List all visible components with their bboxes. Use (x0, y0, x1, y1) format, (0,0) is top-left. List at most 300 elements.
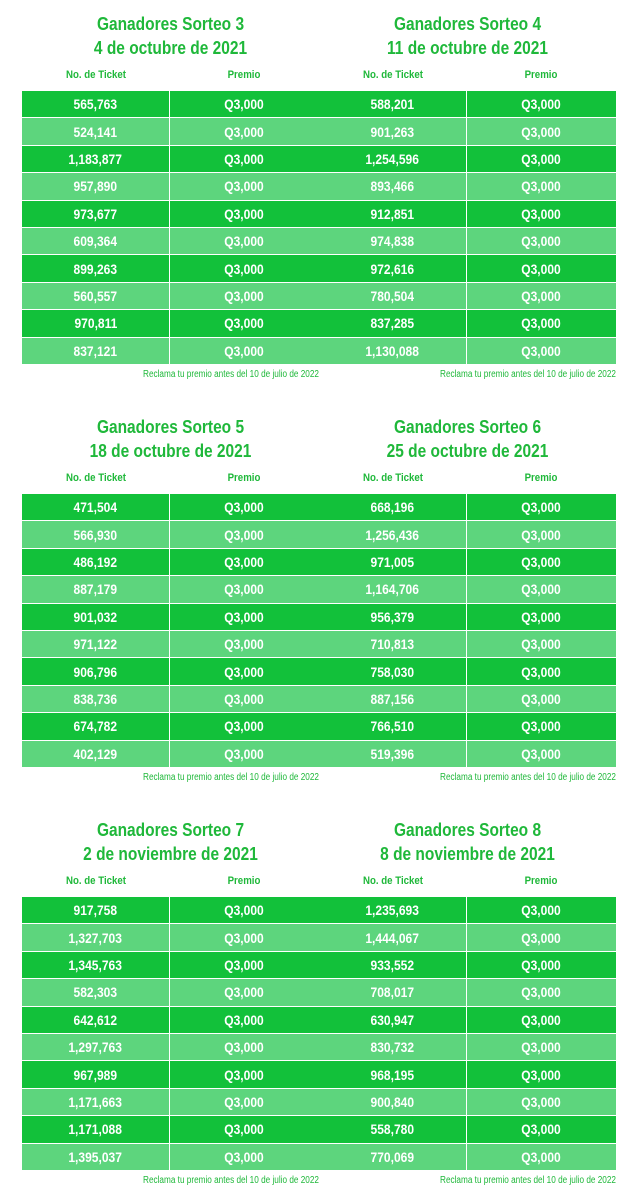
ticket-cell (22, 686, 170, 712)
table-row (319, 310, 616, 337)
table-header (22, 469, 319, 487)
ticket-column-header: No. de Ticket (362, 69, 424, 81)
winners-table (319, 897, 616, 1171)
table-row (319, 201, 616, 228)
prize-column-header: Premio (524, 69, 558, 81)
ticket-number: 1,130,088 (365, 342, 420, 359)
ticket-cell (22, 1034, 170, 1060)
prize-amount: Q3,000 (223, 929, 264, 946)
table-row (319, 631, 616, 658)
ticket-number: 566,930 (73, 526, 118, 543)
prize-amount: Q3,000 (520, 690, 561, 707)
ticket-cell (319, 686, 467, 712)
table-row (22, 979, 319, 1006)
ticket-cell (22, 897, 170, 923)
ticket-number: 1,183,877 (68, 150, 123, 167)
prize-amount: Q3,000 (520, 718, 561, 735)
prize-amount: Q3,000 (223, 499, 264, 516)
prize-cell (170, 658, 317, 684)
prize-cell (467, 201, 614, 227)
ticket-number: 901,263 (370, 123, 415, 140)
ticket-cell (22, 952, 170, 978)
table-row (319, 1144, 616, 1171)
prize-cell (170, 173, 317, 199)
prize-amount: Q3,000 (223, 1121, 264, 1138)
table-row (22, 1089, 319, 1116)
prize-amount: Q3,000 (223, 608, 264, 625)
ticket-cell (22, 604, 170, 630)
prize-cell (467, 118, 614, 144)
table-row (22, 713, 319, 740)
prize-amount: Q3,000 (520, 1121, 561, 1138)
sorteo-block (319, 0, 616, 380)
prize-amount: Q3,000 (520, 1093, 561, 1110)
prize-cell (467, 1061, 614, 1087)
prize-cell (467, 228, 614, 254)
table-row (319, 713, 616, 740)
ticket-cell (319, 741, 467, 767)
ticket-cell (319, 1034, 467, 1060)
ticket-cell (22, 91, 170, 117)
prize-column-header: Premio (227, 472, 261, 484)
prize-amount: Q3,000 (223, 956, 264, 973)
table-row (22, 549, 319, 576)
prize-cell (467, 283, 614, 309)
prize-amount: Q3,000 (223, 96, 264, 113)
ticket-cell (22, 924, 170, 950)
table-row (22, 91, 319, 118)
table-row (319, 924, 616, 951)
prize-cell (467, 91, 614, 117)
ticket-number: 780,504 (370, 287, 415, 304)
prize-amount: Q3,000 (223, 663, 264, 680)
ticket-number: 630,947 (370, 1011, 415, 1028)
ticket-number: 957,890 (73, 178, 118, 195)
ticket-number: 837,121 (73, 342, 118, 359)
prize-amount: Q3,000 (520, 96, 561, 113)
table-row (22, 576, 319, 603)
ticket-number: 758,030 (370, 663, 415, 680)
prize-cell (467, 631, 614, 657)
prize-cell (170, 604, 317, 630)
table-row (22, 310, 319, 337)
ticket-column-header: No. de Ticket (65, 472, 127, 484)
prize-cell (170, 283, 317, 309)
ticket-number: 708,017 (370, 984, 415, 1001)
ticket-cell (22, 1089, 170, 1115)
ticket-cell (319, 924, 467, 950)
prize-cell (467, 979, 614, 1005)
prize-amount: Q3,000 (520, 608, 561, 625)
ticket-cell (319, 255, 467, 281)
prize-cell (467, 310, 614, 336)
claim-note: Reclama tu premio antes del 10 de julio de 2022 (143, 771, 319, 783)
ticket-cell (22, 173, 170, 199)
sorteo-name: Ganadores Sorteo 5 (96, 417, 245, 437)
ticket-cell (22, 118, 170, 144)
prize-cell (170, 1061, 317, 1087)
ticket-number: 524,141 (73, 123, 118, 140)
prize-cell (170, 1116, 317, 1142)
ticket-number: 1,171,663 (68, 1093, 123, 1110)
ticket-number: 971,122 (73, 636, 118, 653)
table-row (319, 979, 616, 1006)
prize-amount: Q3,000 (223, 287, 264, 304)
sorteo-block (22, 403, 319, 783)
winners-table (22, 897, 319, 1171)
prize-amount: Q3,000 (520, 342, 561, 359)
ticket-cell (22, 576, 170, 602)
ticket-number: 906,796 (73, 663, 118, 680)
ticket-cell (22, 1144, 170, 1170)
ticket-cell (22, 283, 170, 309)
table-row (22, 255, 319, 282)
table-header (319, 469, 616, 487)
table-row (319, 952, 616, 979)
table-row (22, 118, 319, 145)
sorteo-name: Ganadores Sorteo 6 (393, 417, 542, 437)
ticket-number: 887,156 (370, 690, 415, 707)
ticket-cell (319, 494, 467, 520)
table-row (22, 631, 319, 658)
sorteo-date: 8 de noviembre de 2021 (380, 844, 555, 864)
prize-amount: Q3,000 (223, 233, 264, 250)
prize-amount: Q3,000 (520, 178, 561, 195)
table-row (22, 494, 319, 521)
prize-amount: Q3,000 (223, 205, 264, 222)
ticket-number: 968,195 (370, 1066, 415, 1083)
ticket-column-header: No. de Ticket (362, 875, 424, 887)
ticket-cell (22, 338, 170, 364)
claim-note: Reclama tu premio antes del 10 de julio de 2022 (440, 1174, 616, 1186)
prize-cell (170, 1007, 317, 1033)
prize-amount: Q3,000 (223, 690, 264, 707)
ticket-cell (319, 201, 467, 227)
ticket-number: 967,989 (73, 1066, 118, 1083)
table-row (319, 118, 616, 145)
table-row (319, 741, 616, 768)
prize-cell (170, 897, 317, 923)
ticket-number: 933,552 (370, 956, 415, 973)
ticket-cell (319, 1116, 467, 1142)
prize-cell (467, 576, 614, 602)
ticket-number: 609,364 (73, 233, 118, 250)
prize-amount: Q3,000 (223, 315, 264, 332)
prize-cell (170, 338, 317, 364)
ticket-number: 519,396 (370, 745, 415, 762)
prize-cell (467, 604, 614, 630)
ticket-cell (22, 1116, 170, 1142)
table-row (22, 924, 319, 951)
prize-amount: Q3,000 (520, 499, 561, 516)
table-row (319, 173, 616, 200)
ticket-cell (319, 1144, 467, 1170)
sorteo-title (43, 806, 298, 868)
claim-note: Reclama tu premio antes del 10 de julio de 2022 (143, 368, 319, 380)
ticket-cell (22, 1061, 170, 1087)
prize-amount: Q3,000 (223, 636, 264, 653)
table-row (319, 604, 616, 631)
prize-cell (467, 952, 614, 978)
winners-grid (22, 0, 616, 1200)
sorteo-name: Ganadores Sorteo 8 (393, 820, 542, 840)
table-row (319, 549, 616, 576)
table-row (319, 1007, 616, 1034)
ticket-number: 1,164,706 (365, 581, 420, 598)
ticket-cell (22, 1007, 170, 1033)
prize-amount: Q3,000 (223, 260, 264, 277)
ticket-cell (319, 1007, 467, 1033)
sorteo-title (43, 0, 298, 62)
ticket-number: 471,504 (73, 499, 118, 516)
ticket-number: 1,395,037 (68, 1148, 123, 1165)
ticket-number: 838,736 (73, 690, 118, 707)
prize-amount: Q3,000 (223, 178, 264, 195)
prize-amount: Q3,000 (223, 581, 264, 598)
ticket-cell (319, 283, 467, 309)
ticket-cell (319, 91, 467, 117)
ticket-number: 668,196 (370, 499, 415, 516)
ticket-number: 830,732 (370, 1039, 415, 1056)
table-row (319, 686, 616, 713)
ticket-cell (22, 549, 170, 575)
table-row (22, 658, 319, 685)
table-row (22, 686, 319, 713)
prize-cell (467, 146, 614, 172)
sorteo-block (319, 806, 616, 1186)
claim-note: Reclama tu premio antes del 10 de julio de 2022 (440, 368, 616, 380)
prize-amount: Q3,000 (520, 636, 561, 653)
ticket-cell (319, 897, 467, 923)
prize-cell (170, 310, 317, 336)
claim-note: Reclama tu premio antes del 10 de julio de 2022 (143, 1174, 319, 1186)
ticket-number: 402,129 (73, 745, 118, 762)
table-row (319, 1034, 616, 1061)
prize-amount: Q3,000 (520, 553, 561, 570)
ticket-number: 674,782 (73, 718, 118, 735)
table-row (319, 658, 616, 685)
sorteo-block (22, 0, 319, 380)
prize-cell (467, 741, 614, 767)
table-row (319, 338, 616, 365)
table-row (22, 173, 319, 200)
ticket-number: 901,032 (73, 608, 118, 625)
ticket-number: 900,840 (370, 1093, 415, 1110)
ticket-number: 1,171,088 (68, 1121, 123, 1138)
ticket-number: 1,297,763 (68, 1039, 123, 1056)
table-row (22, 604, 319, 631)
ticket-number: 1,327,703 (68, 929, 123, 946)
prize-cell (170, 576, 317, 602)
prize-cell (170, 255, 317, 281)
sorteo-date: 18 de octubre de 2021 (89, 441, 252, 461)
prize-cell (467, 1116, 614, 1142)
ticket-number: 1,444,067 (365, 929, 420, 946)
prize-amount: Q3,000 (520, 123, 561, 140)
prize-amount: Q3,000 (520, 984, 561, 1001)
prize-amount: Q3,000 (223, 745, 264, 762)
table-row (319, 1061, 616, 1088)
table-row (319, 91, 616, 118)
table-header (22, 66, 319, 84)
prize-column-header: Premio (227, 69, 261, 81)
prize-amount: Q3,000 (223, 1039, 264, 1056)
winners-table (319, 91, 616, 365)
ticket-cell (319, 1089, 467, 1115)
ticket-cell (22, 979, 170, 1005)
prize-amount: Q3,000 (223, 984, 264, 1001)
prize-cell (467, 658, 614, 684)
ticket-number: 558,780 (370, 1121, 415, 1138)
prize-column-header: Premio (524, 472, 558, 484)
ticket-cell (319, 338, 467, 364)
sorteo-title (340, 403, 595, 465)
ticket-cell (22, 713, 170, 739)
prize-cell (467, 549, 614, 575)
prize-cell (170, 631, 317, 657)
ticket-cell (22, 228, 170, 254)
prize-cell (467, 173, 614, 199)
prize-cell (467, 713, 614, 739)
ticket-number: 899,263 (73, 260, 118, 277)
ticket-cell (22, 201, 170, 227)
prize-cell (170, 146, 317, 172)
table-row (22, 201, 319, 228)
ticket-cell (22, 741, 170, 767)
prize-cell (170, 494, 317, 520)
table-row (319, 521, 616, 548)
ticket-number: 972,616 (370, 260, 415, 277)
ticket-cell (319, 658, 467, 684)
ticket-number: 565,763 (73, 96, 118, 113)
prize-cell (170, 228, 317, 254)
ticket-number: 770,069 (370, 1148, 415, 1165)
ticket-cell (22, 255, 170, 281)
ticket-number: 974,838 (370, 233, 415, 250)
ticket-number: 486,192 (73, 553, 118, 570)
table-row (319, 228, 616, 255)
ticket-column-header: No. de Ticket (362, 472, 424, 484)
sorteo-name: Ganadores Sorteo 7 (96, 820, 245, 840)
prize-cell (170, 1144, 317, 1170)
prize-cell (170, 924, 317, 950)
table-row (319, 255, 616, 282)
prize-amount: Q3,000 (223, 123, 264, 140)
prize-column-header: Premio (524, 875, 558, 887)
table-row (22, 1061, 319, 1088)
table-row (22, 952, 319, 979)
prize-cell (170, 713, 317, 739)
table-row (22, 228, 319, 255)
table-row (22, 1116, 319, 1143)
prize-cell (467, 1144, 614, 1170)
winners-table (22, 494, 319, 768)
prize-amount: Q3,000 (520, 287, 561, 304)
ticket-cell (319, 979, 467, 1005)
prize-amount: Q3,000 (223, 902, 264, 919)
sorteo-date: 4 de octubre de 2021 (93, 38, 248, 58)
prize-amount: Q3,000 (520, 902, 561, 919)
prize-amount: Q3,000 (520, 956, 561, 973)
prize-cell (170, 952, 317, 978)
table-row (22, 897, 319, 924)
table-row (22, 283, 319, 310)
prize-column-header: Premio (227, 875, 261, 887)
table-row (22, 146, 319, 173)
prize-cell (170, 549, 317, 575)
ticket-number: 887,179 (73, 581, 118, 598)
ticket-cell (319, 631, 467, 657)
ticket-number: 642,612 (73, 1011, 118, 1028)
sorteo-title (340, 0, 595, 62)
table-row (319, 283, 616, 310)
ticket-number: 560,557 (73, 287, 118, 304)
ticket-number: 588,201 (370, 96, 415, 113)
ticket-number: 893,466 (370, 178, 415, 195)
prize-amount: Q3,000 (520, 150, 561, 167)
ticket-cell (319, 952, 467, 978)
winners-table (319, 494, 616, 768)
sorteo-block (22, 806, 319, 1186)
prize-cell (467, 1034, 614, 1060)
ticket-cell (319, 146, 467, 172)
table-row (319, 146, 616, 173)
ticket-number: 582,303 (73, 984, 118, 1001)
prize-amount: Q3,000 (520, 205, 561, 222)
prize-amount: Q3,000 (223, 150, 264, 167)
table-header (319, 66, 616, 84)
ticket-number: 912,851 (370, 205, 415, 222)
prize-cell (170, 979, 317, 1005)
prize-cell (170, 686, 317, 712)
table-header (22, 872, 319, 890)
ticket-number: 1,345,763 (68, 956, 123, 973)
ticket-column-header: No. de Ticket (65, 875, 127, 887)
claim-note: Reclama tu premio antes del 10 de julio de 2022 (440, 771, 616, 783)
prize-amount: Q3,000 (520, 233, 561, 250)
prize-amount: Q3,000 (223, 1093, 264, 1110)
prize-amount: Q3,000 (520, 1039, 561, 1056)
ticket-cell (22, 494, 170, 520)
prize-cell (467, 255, 614, 281)
table-row (22, 338, 319, 365)
table-row (22, 521, 319, 548)
prize-amount: Q3,000 (223, 718, 264, 735)
prize-cell (170, 521, 317, 547)
prize-amount: Q3,000 (223, 526, 264, 543)
ticket-cell (22, 658, 170, 684)
ticket-cell (319, 576, 467, 602)
prize-amount: Q3,000 (520, 315, 561, 332)
prize-cell (170, 741, 317, 767)
ticket-cell (319, 228, 467, 254)
ticket-cell (22, 631, 170, 657)
prize-amount: Q3,000 (520, 581, 561, 598)
prize-cell (467, 521, 614, 547)
sorteo-block (319, 403, 616, 783)
prize-cell (467, 1007, 614, 1033)
ticket-number: 970,811 (74, 315, 117, 332)
prize-cell (467, 494, 614, 520)
prize-cell (170, 201, 317, 227)
ticket-cell (319, 604, 467, 630)
ticket-number: 1,256,436 (365, 526, 420, 543)
ticket-number: 710,813 (370, 636, 415, 653)
winners-table (22, 91, 319, 365)
ticket-cell (319, 118, 467, 144)
ticket-cell (22, 146, 170, 172)
table-row (319, 1116, 616, 1143)
